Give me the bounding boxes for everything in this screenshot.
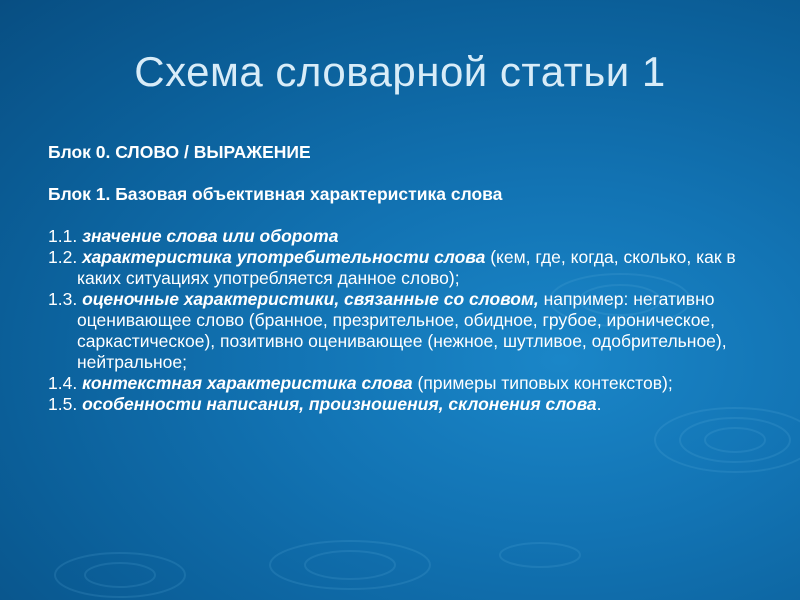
item-emphasis: особенности написания, произношения, склонения слова — [82, 394, 597, 414]
item-emphasis: оценочные характеристики, связанные со словом, — [82, 289, 539, 309]
item-text: . — [596, 394, 602, 414]
block-1-heading: Блок 1. Базовая объективная характеристика слова — [48, 184, 503, 204]
item-emphasis: характеристика употребительности слова — [82, 247, 486, 267]
item-number: 1.1. — [48, 226, 83, 246]
item-emphasis: значение слова или оборота — [82, 226, 339, 246]
item-text: (примеры типовых контекстов); — [412, 373, 673, 393]
list-item-1-4 — [48, 373, 760, 394]
item-number: 1.5. — [48, 394, 83, 414]
item-text: (кем, где, когда, сколько, как в каких ситуациях употребляется данное слово); — [77, 247, 736, 288]
item-emphasis: контекстная характеристика слова — [82, 373, 413, 393]
slide-body — [48, 142, 760, 415]
item-text: например: негативно оценивающее слово (бранное, презрительное, обидное, грубое, ироническое, саркастическое), позитивно оценивающее (нежное, шутливое, одобрительное), нейтральное; — [77, 289, 727, 372]
block-0-heading: Блок 0. СЛОВО / ВЫРАЖЕНИЕ — [48, 142, 311, 162]
item-number: 1.2. — [48, 247, 83, 267]
slide-title: Схема словарной статьи 1 — [134, 48, 666, 95]
item-number: 1.3. — [48, 289, 83, 309]
item-number: 1.4. — [48, 373, 83, 393]
list-item-1-2 — [48, 247, 760, 289]
list-item-1-1 — [48, 226, 760, 247]
list-item-1-3 — [48, 289, 760, 373]
list-item-1-5 — [48, 394, 760, 415]
